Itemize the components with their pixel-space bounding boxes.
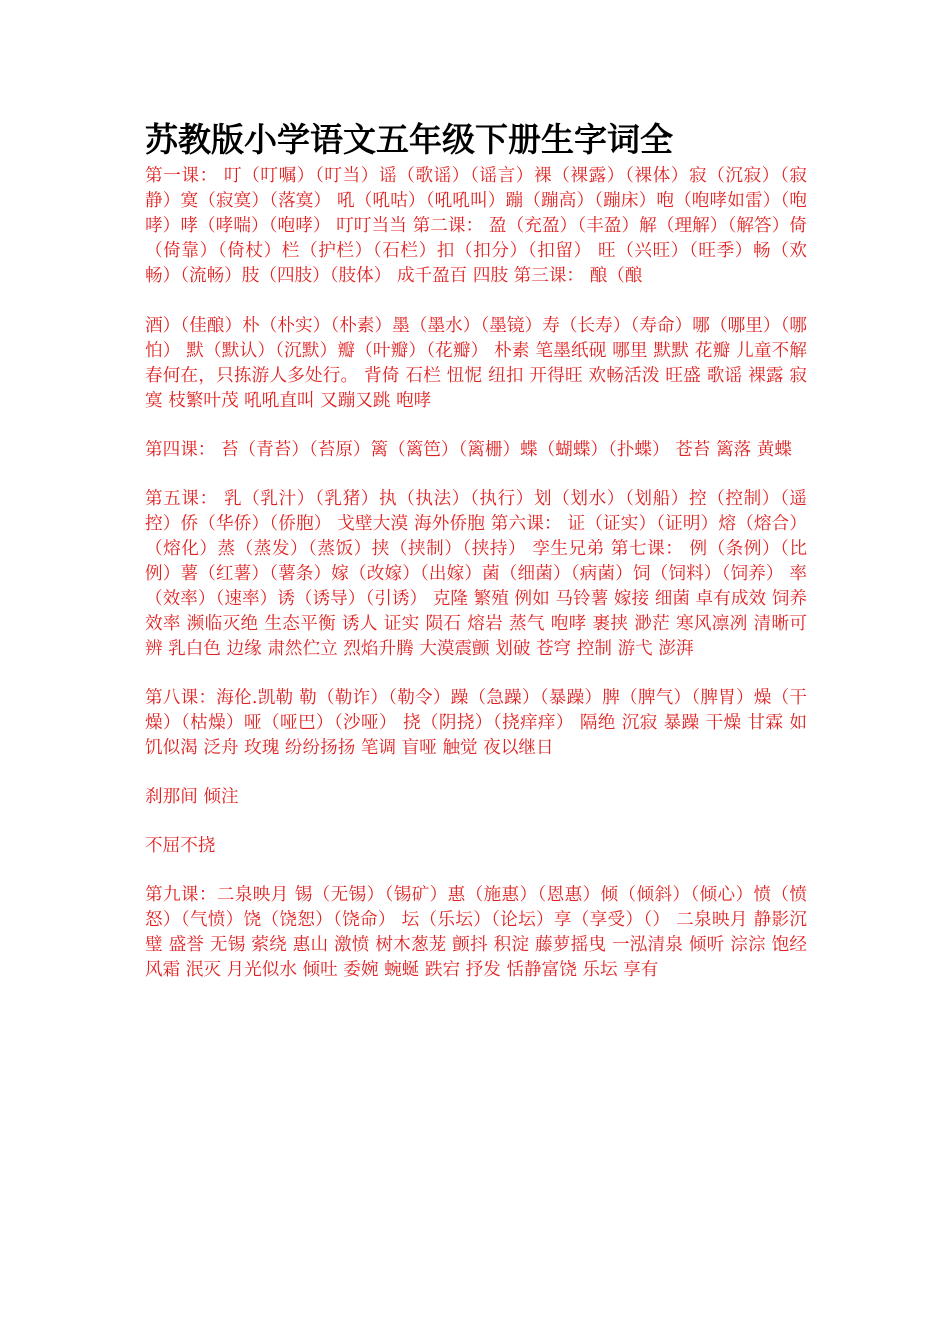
paragraph-lesson-8-extra-2: 不屈不挠 <box>145 836 216 856</box>
document-title: 苏教版小学语文五年级下册生字词全 <box>145 120 673 159</box>
paragraph-lesson-8: 第八课：海伦.凯勒 勒（勒诈）（勒令）躁（急躁）（暴躁）脾（脾气）（脾胃）燥（干燥）（枯燥）哑（哑巴）（沙哑） 挠（阴挠）（挠痒痒） 隔绝 沉寂 暴躁 干燥 甘霖 如饥似渴 泛舟 玫瑰 纷纷扬扬 笔调 盲哑 触觉 夜以继日 <box>145 688 807 758</box>
paragraph-lesson-3-words: 酒）（佳酿）朴（朴实）（朴素）墨（墨水）（墨镜）寿（长寿）（寿命）哪（哪里）（哪怕） 默（默认）（沉默）瓣（叶瓣）（花瓣） 朴素 笔墨纸砚 哪里 默默 花瓣 儿童不解春何在，只拣游人多处行。 背倚 石栏 忸怩 纽扣 开得旺 欢畅活泼 旺盛 歌谣 裸露 寂寞 枝繁叶茂 吼吼直叫 又蹦又跳 咆哮 <box>145 316 807 411</box>
paragraph-lessons-5-7: 第五课： 乳（乳汁）（乳猪）执（执法）（执行）划（划水）（划船）控（控制）（遥控）侨（华侨）（侨胞） 戈壁大漠 海外侨胞 第六课： 证（证实）（证明）熔（熔合）（熔化）蒸（蒸发）（蒸饭）挟（挟制）（挟持） 孪生兄弟 第七课： 例（条例）（比例）薯（红薯）（薯条）嫁（改嫁）（出嫁）菌（细菌）（病菌）饲（饲料）（饲养） 率（效率）（速率）诱（诱导）（引诱） 克隆 繁殖 例如 马铃薯 嫁接 细菌 卓有成效 饲养 效率 濒临灭绝 生态平衡 诱人 证实 陨石 熔岩 蒸气 咆哮 裹挟 渺茫 寒风凛冽 清晰可辨 乳白色 边缘 肃然伫立 烈焰升腾 大漠震颤 划破 苍穹 控制 游弋 澎湃 <box>145 489 807 659</box>
paragraph-lesson-4: 第四课： 苔（青苔）（苔原）篱（篱笆）（篱栅）蝶（蝴蝶）（扑蝶） 苍苔 篱落 黄蝶 <box>145 440 792 460</box>
paragraph-lesson-8-extra-1: 刹那间 倾注 <box>145 787 239 807</box>
document-body <box>145 118 807 1007</box>
paragraph-lesson-9: 第九课：二泉映月 锡（无锡）（锡矿）惠（施惠）（恩惠）倾（倾斜）（倾心）愤（愤怒）（气愤）饶（饶恕）（饶命） 坛（乐坛）（论坛）享（享受）（） 二泉映月 静影沉璧 盛誉 无锡 萦绕 惠山 激愤 树木葱茏 颤抖 积淀 藤萝摇曳 一泓清泉 倾听 淙淙 饱经风霜 泯灭 月光似水 倾吐 委婉 蜿蜒 跌宕 抒发 恬静富饶 乐坛 享有 <box>145 885 807 980</box>
paragraph-lessons-1-3: 第一课： 叮（叮嘱）（叮当）谣（歌谣）（谣言）裸（裸露）（裸体）寂（沉寂）（寂静）寞（寂寞）（落寞） 吼（吼咕）（吼吼叫）蹦（蹦高）（蹦床）咆（咆哮如雷）（咆哮）哮（哮喘）（咆哮） 叮叮当当 第二课： 盈（充盈）（丰盈）解（理解）（解答）倚（倚靠）（倚杖）栏（护栏）（石栏）扣（扣分）（扣留） 旺（兴旺）（旺季）畅（欢畅）（流畅）肢（四肢）（肢体） 成千盈百 四肢 第三课： 酿（酿 <box>145 166 807 286</box>
